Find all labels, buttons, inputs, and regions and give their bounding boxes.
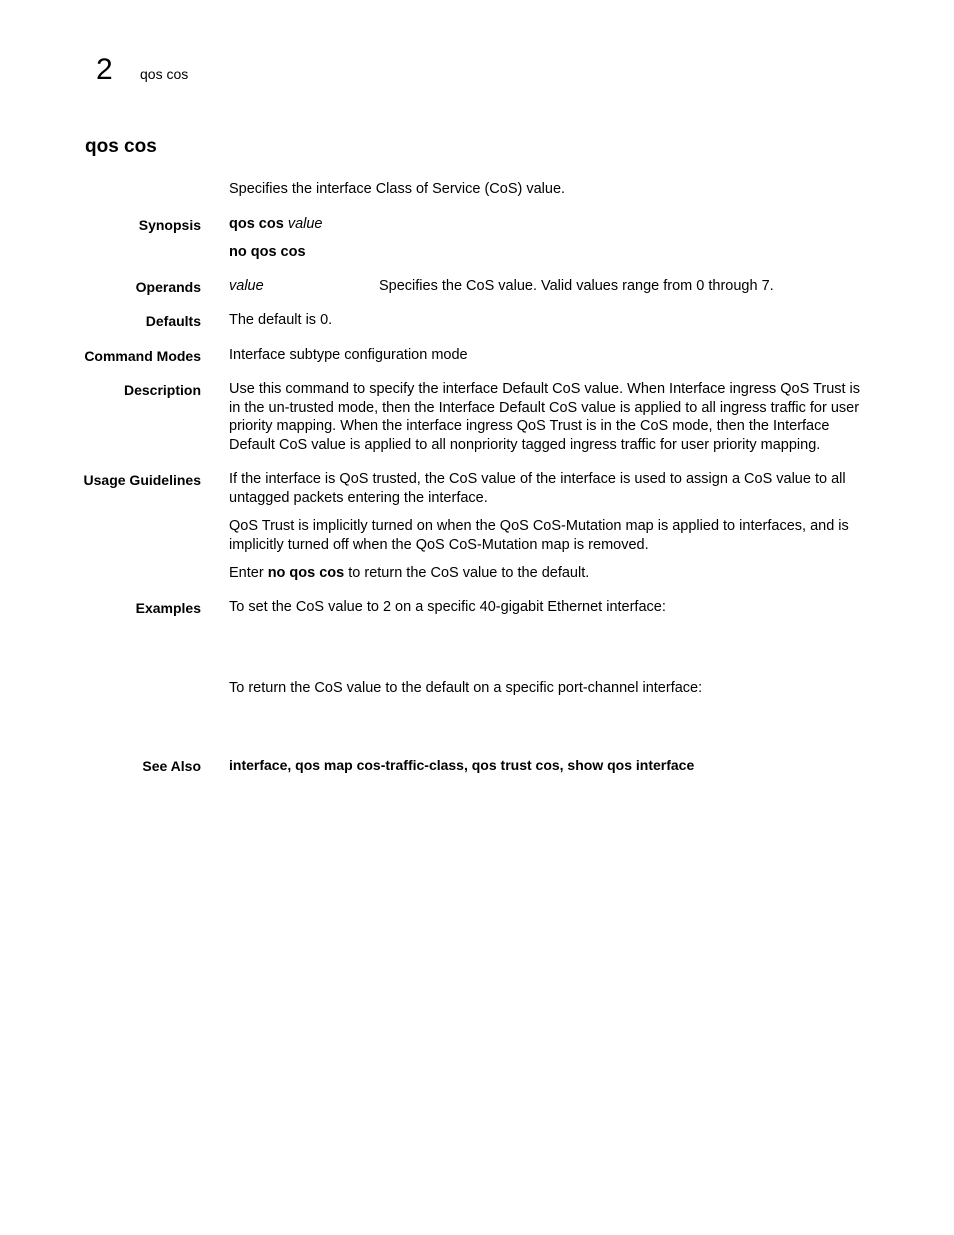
usage-paragraph-2: QoS Trust is implicitly turned on when the QoS CoS-Mutation map is applied to interfaces, and is implicitly turned off when the QoS CoS-Mutation map is removed. [229, 518, 849, 553]
usage-paragraph-1: If the interface is QoS trusted, the CoS value of the interface is used to assign a CoS value to all untagged packets entering the interface. [229, 471, 846, 506]
defaults-label: Defaults [145, 313, 201, 329]
operands-label: Operands [135, 279, 201, 295]
chapter-number: 2 [96, 53, 113, 86]
operand-description: Specifies the CoS value. Valid values range from 0 through 7. [379, 278, 774, 294]
intro-text: Specifies the interface Class of Service (CoS) value. [229, 181, 566, 197]
usage-guidelines-label: Usage Guidelines [83, 472, 201, 488]
usage-paragraph-3 [229, 564, 874, 583]
page-title: qos cos [85, 136, 157, 157]
operand-name: value [229, 278, 264, 294]
examples-label: Examples [135, 600, 201, 616]
synopsis-line-2: no qos cos [229, 244, 306, 260]
synopsis-argument: value [287, 216, 323, 232]
synopsis-label: Synopsis [138, 217, 201, 233]
description-text: Use this command to specify the interface Default CoS value. When Interface ingress QoS Trust is in the un-trusted mode, then the Interface Default CoS value is applied to all ingress traffic for user priority mapping. When the interface ingress QoS Trust is in the CoS mode, then the Interface Default CoS value is applied to all nonpriority tagged ingress traffic for user priority mapping. [229, 381, 861, 453]
running-head: qos cos [140, 66, 189, 82]
command-modes-label: Command Modes [84, 348, 201, 364]
example-1-text: To set the CoS value to 2 on a specific 40-gigabit Ethernet interface: [229, 599, 666, 615]
defaults-text: The default is 0. [229, 312, 333, 328]
see-also-links[interactable]: interface, qos map cos-traffic-class, qos trust cos, show qos interface [229, 757, 695, 773]
command-modes-text: Interface subtype configuration mode [229, 347, 468, 363]
usage-p3-command: no qos cos [267, 565, 345, 581]
example-2-text: To return the CoS value to the default on a specific port-channel interface: [229, 680, 703, 696]
usage-p3-post: to return the CoS value to the default. [344, 565, 590, 581]
see-also-label: See Also [142, 758, 201, 774]
synopsis-command: qos cos [229, 216, 284, 232]
description-label: Description [123, 382, 201, 398]
usage-p3-pre: Enter [229, 565, 268, 581]
synopsis-line-1 [229, 215, 874, 234]
